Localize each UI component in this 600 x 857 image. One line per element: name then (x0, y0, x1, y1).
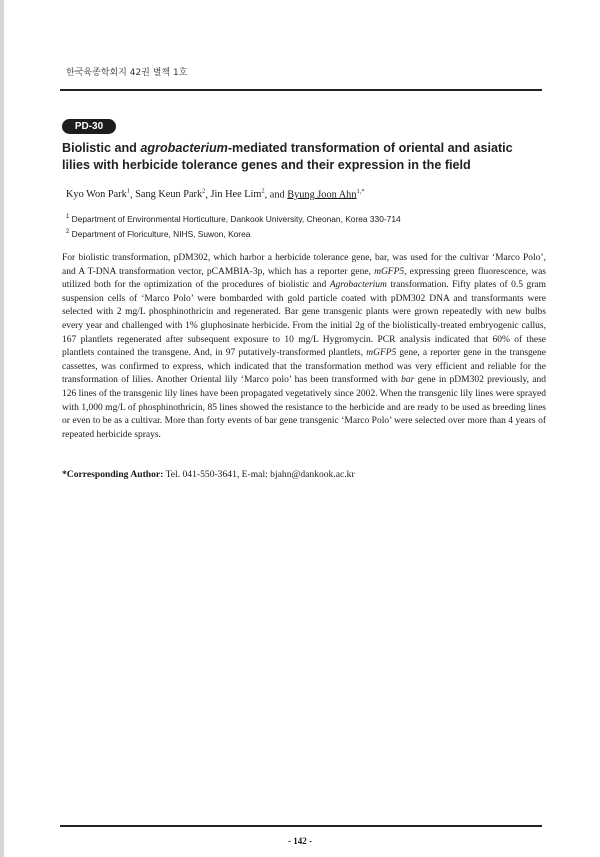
abstract-text: gene in pDM302 previously, and 126 lines of the transgenic lily lines have been propagated vegetatively since 2002. When the transgenic lily lines were sprayed with 1,000 mg/L of phosphinothricin, 85 lines showed the resistance to the herbicide and are ready to be used as breeding lines or even to be as a cultivar. More than forty events of bar gene transgenic ‘Marco Polo’ were selected over more than 4 years of repeated herbicide sprays. (62, 375, 546, 440)
author-list: Kyo Won Park$^1$, Sang Keun Park$^2$, Jin Hee Lim$^2$, and Byung Joon Ahn$^{1,*}$ (66, 188, 365, 201)
abstract-italic-term: Agrobacterium (329, 280, 387, 291)
page-number: - 142 - (288, 836, 312, 846)
title-part-1: Biolistic and (62, 141, 141, 155)
presentation-badge: PD-30 (62, 119, 116, 134)
author: Sang Keun Park$^2$ (135, 188, 206, 201)
author: Kyo Won Park$^1$ (66, 188, 131, 201)
affiliations (66, 211, 546, 241)
abstract-text: , expressing green fluorescence, was utilized both for the optimization of the procedures of biolistic and (62, 266, 546, 291)
corresponding-author: Byung Joon Ahn (287, 189, 357, 201)
abstract-text: For biolistic transformation, pDM302, which harbor a herbicide tolerance gene, bar, was used for the cultivar ‘Marco Polo’, and A T-DNA transformation vector, pCAMBIA-3p, which has a reporter gene, (62, 253, 546, 277)
author: Jin Hee Lim$^2$ (210, 188, 265, 201)
paper-title (62, 140, 544, 174)
corresponding-author-line: *Corresponding Author: Tel. 041-550-3641, E-mal: bjahn@dankook.ac.kr (62, 469, 355, 480)
affiliation: $^2$ Department of Floriculture, NIHS, Suwon, Korea (66, 228, 251, 239)
journal-header: 한국육종학회지 42권 별책 1호 (66, 68, 188, 78)
footer-rule (60, 825, 542, 827)
page-edge (0, 0, 4, 857)
title-italic: agrobacterium (140, 141, 228, 155)
title-part-2: -mediated transformation of oriental and asiatic lilies with herbicide tolerance genes and their expression in the field (62, 141, 513, 172)
affiliation: $^1$ Department of Environmental Horticulture, Dankook University, Cheonan, Korea 330-714 (66, 213, 401, 224)
abstract-italic-term: bar (401, 375, 415, 386)
abstract-body (62, 252, 546, 442)
abstract-text: transformation. Fifty plates of 0.5 gram suspension cells of ‘Marco Polo’ were bombarded with gold particle coated with pDM302 DNA and transformants were selected with 2 mg/L phosphinothricin and regenerated. Bar gene transgenic plants were grown repeatedly with new bulbs every year and challenged with 1% gluphosinate herbicide. From the initial 2g of the biolistically-treated embryogenic callus, 167 plantlets regenerated after subsequent exposure to 10 mg/L Hygromycin. PCR analysis indicated that 60% of these plantlets contained the transgene. And, in 97 putatively-transformed plantlets, (62, 280, 546, 359)
abstract-text: gene, a reporter gene in the transgene cassettes, was confirmed to express, which indicated that the transformation method was very efficient and reliable for the transformation of lilies. Another Oriental lily ‘Marco polo’ has been transformed with (62, 348, 546, 386)
abstract-italic-term: mGFP5 (366, 348, 397, 359)
header-rule (60, 89, 542, 91)
abstract-italic-term: mGFP5 (374, 266, 405, 277)
